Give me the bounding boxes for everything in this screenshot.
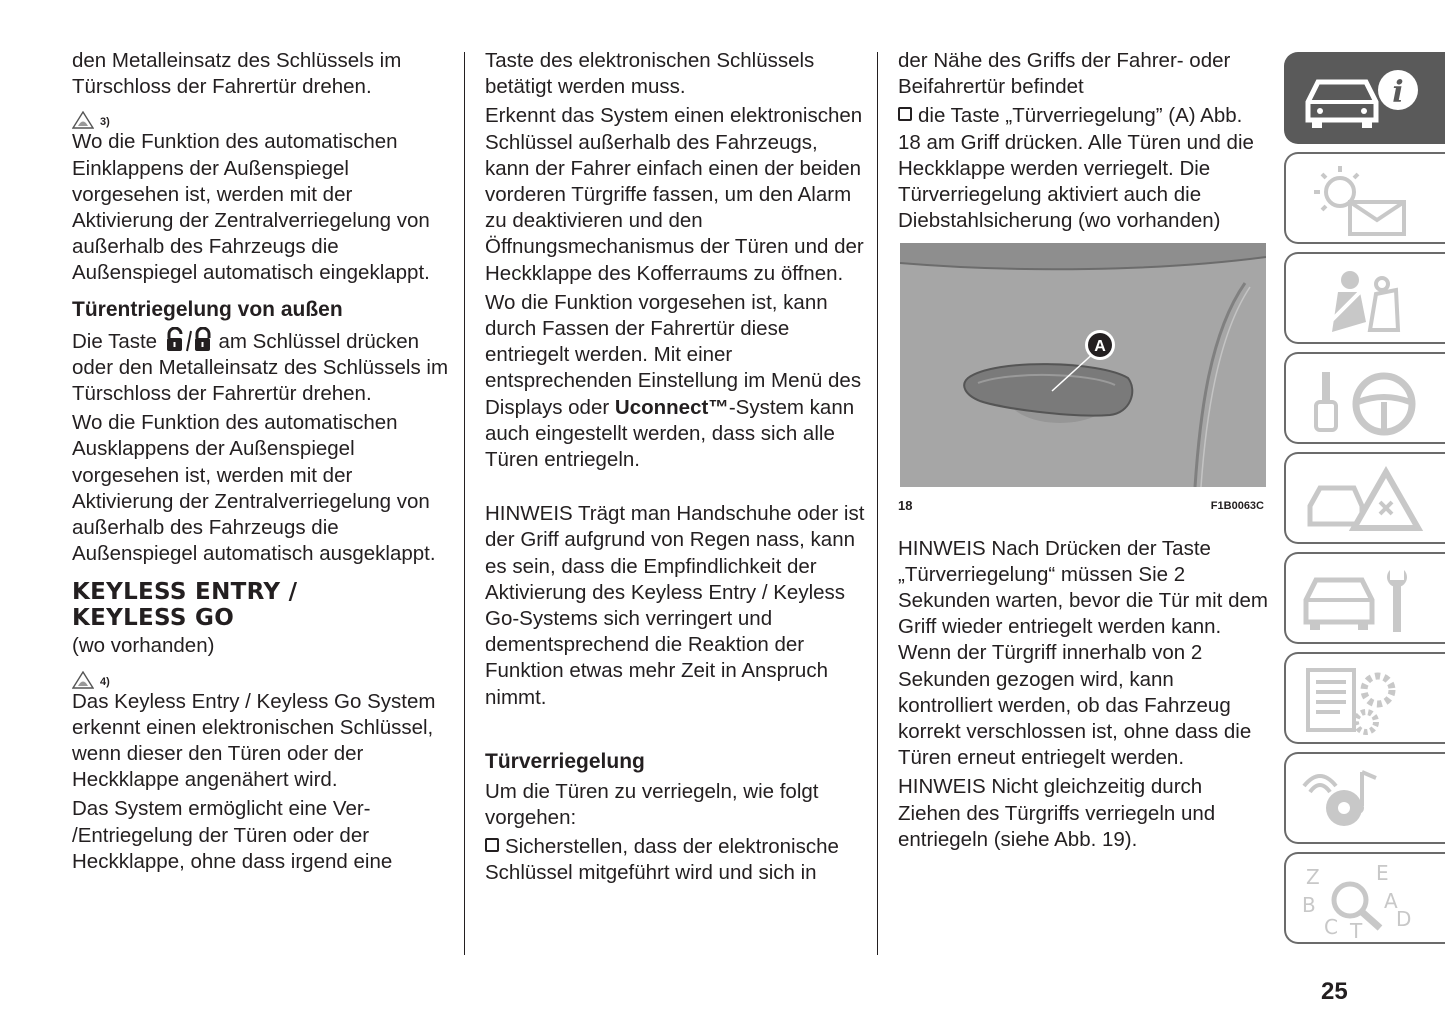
tab-technical-data[interactable] <box>1284 652 1445 744</box>
section-heading-lock: Türverriegelung <box>485 749 645 773</box>
tab-car-info[interactable] <box>1284 52 1445 144</box>
tab-starting-driving[interactable] <box>1284 352 1445 444</box>
tab-safety[interactable] <box>1284 252 1445 344</box>
svg-text:C: C <box>1324 915 1338 938</box>
paragraph: Wo die Funktion vorgesehen ist, kann durch Fassen der Fahrertür diese entriegelt werden. Mit einer entsprechenden Einstellung im Menü des Displays oder Uconnect™-System kann auch eingestellt werden, dass sich alle Türen entriegeln. <box>485 290 862 472</box>
column-divider-1 <box>464 52 465 955</box>
tab-maintenance[interactable] <box>1284 552 1445 644</box>
maintenance-icon <box>1300 562 1430 638</box>
paragraph: der Nähe des Griffs der Fahrer- oder Beifahrertür befindet <box>898 49 1231 99</box>
index-icon <box>1300 862 1430 938</box>
warning-triangle-icon <box>72 111 94 129</box>
column-divider-2 <box>877 52 878 955</box>
svg-text:A: A <box>1094 338 1106 356</box>
svg-text:E: E <box>1376 862 1389 885</box>
emergency-icon <box>1300 462 1430 538</box>
svg-text:i: i <box>1392 75 1404 110</box>
svg-text:B: B <box>1302 893 1316 917</box>
safety-airbag-icon <box>1300 262 1430 338</box>
tab-multimedia[interactable] <box>1284 752 1445 844</box>
tab-index[interactable] <box>1284 852 1445 944</box>
note-paragraph: HINWEIS Trägt man Handschuhe oder ist der Griff aufgrund von Regen nass, kann es sein, dass die Empfindlichkeit der Aktivierung des Keyless Entry / Keyless Go-Systems sich verringert und dementsprechend die Reaktion der Funktion etwas mehr Zeit in Anspruch nimmt. <box>485 502 865 709</box>
section-heading-keyless-1: KEYLESS ENTRY / <box>72 579 298 606</box>
column-1 <box>72 48 452 878</box>
paragraph: den Metalleinsatz des Schlüssels im Türschloss der Fahrertür drehen. <box>72 49 402 99</box>
tab-emergency[interactable] <box>1284 452 1445 544</box>
svg-text:Z: Z <box>1306 865 1320 889</box>
paragraph: Die Taste am Schlüssel drücken oder den Metalleinsatz des Schlüssels im Türschloss der Fahrertür drehen. <box>72 327 452 408</box>
paragraph: (wo vorhanden) <box>72 634 215 658</box>
lock-unlock-icon <box>165 327 211 353</box>
figure-number: 18 <box>898 498 913 514</box>
bullet-box-icon <box>898 107 912 121</box>
svg-text:A: A <box>1384 889 1398 913</box>
note-paragraph: HINWEIS Nach Drücken der Taste „Türverriegelung“ müssen Sie 2 Sekunden warten, bevor die Tür mit dem Griff wieder entriegelt werden kann. Wenn der Türgriff innerhalb von 2 Sekunden gezogen wird, kann kontrolliert werden, ob das Fahrzeug korrekt verschlossen ist, ohne dass die Türen erneut entriegelt werden. <box>898 536 1268 770</box>
starting-driving-icon <box>1300 362 1430 438</box>
column-3 <box>898 48 1268 856</box>
warning-lights-icon <box>1300 162 1430 238</box>
page-number: 25 <box>1321 978 1348 1005</box>
note-paragraph: HINWEIS Nicht gleichzeitig durch Ziehen des Türgriffs verriegeln und entriegeln (siehe Abb. 19). <box>898 775 1216 851</box>
svg-text:D: D <box>1396 907 1412 931</box>
warning-triangle-icon <box>72 671 94 689</box>
svg-text:T: T <box>1350 919 1363 938</box>
door-handle-illustration <box>900 243 1266 487</box>
bullet-item: die Taste „Türverriegelung” (A) Abb. 18 am Griff drücken. Alle Türen und die Heckklappe werden verriegelt. Die Türverriegelung aktiviert auch die Diebstahlsicherung (wo vorhanden) <box>898 104 1254 233</box>
section-heading-keyless-2: KEYLESS GO <box>72 605 235 632</box>
paragraph: Wo die Funktion des automatischen Einklappens der Außenspiegel vorgesehen ist, werden mit der Aktivierung der Zentralverriegelung von außerhalb des Fahrzeugs die Außenspiegel automatisch eingeklappt. <box>72 130 430 285</box>
figure-caption <box>898 493 1264 519</box>
tab-warning-lights[interactable] <box>1284 152 1445 244</box>
paragraph: Taste des elektronischen Schlüssels betätigt werden muss. <box>485 49 815 99</box>
paragraph: Wo die Funktion des automatischen Ausklappens der Außenspiegel vorgesehen ist, werden mit der Aktivierung der Zentralverriegelung von außerhalb des Fahrzeugs die Außenspiegel automatisch ausgeklappt. <box>72 411 436 566</box>
bullet-item: Sicherstellen, dass der elektronische Schlüssel mitgeführt wird und sich in <box>485 835 839 885</box>
brand-name: Uconnect™ <box>614 395 729 419</box>
warning-reference: 4) <box>72 663 452 689</box>
door-handle-figure <box>900 243 1266 487</box>
figure-code: F1B0063C <box>1210 500 1264 513</box>
section-heading-unlock: Türentriegelung von außen <box>72 297 343 321</box>
warning-reference: 3) <box>72 103 452 129</box>
paragraph: Erkennt das System einen elektronischen Schlüssel außerhalb des Fahrzeugs, kann der Fahrer einfach einen der beiden vorderen Türgriffe fassen, um den Alarm zu deaktivieren und den Öffnungsmechanismus der Türen und der Heckklappe des Kofferraums zu öffnen. <box>485 104 864 285</box>
technical-data-icon <box>1300 662 1430 738</box>
paragraph: Das Keyless Entry / Keyless Go System erkennt einen elektronischen Schlüssel, wenn dieser den Türen oder der Heckklappe angenähert wird. <box>72 689 436 792</box>
column-2 <box>485 48 865 890</box>
bullet-box-icon <box>485 838 499 852</box>
car-info-icon <box>1300 62 1430 138</box>
paragraph: Das System ermöglicht eine Ver- /Entriegelung der Türen oder der Heckklappe, ohne dass irgend eine <box>72 797 393 873</box>
paragraph: Um die Türen zu verriegeln, wie folgt vorgehen: <box>485 779 819 830</box>
multimedia-icon <box>1300 762 1430 838</box>
